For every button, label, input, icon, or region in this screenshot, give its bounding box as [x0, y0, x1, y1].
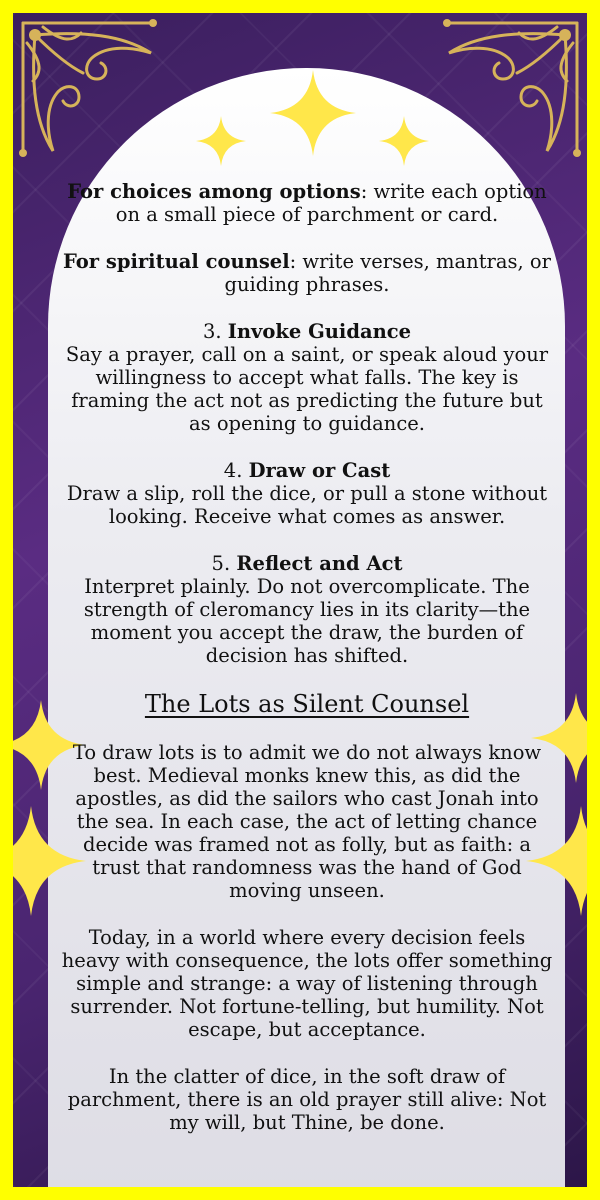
step-5-title	[61, 552, 553, 575]
step-number: 4.	[223, 459, 243, 482]
paragraph: To draw lots is to admit we do not always know best. Medieval monks knew this, as did the apostles, as did the sailors who cast Jonah into the sea. In each case, the act of letting chance decide was framed not as folly, but as faith: a trust that randomness was the hand of God moving unseen.	[72, 741, 542, 902]
step-number: 5.	[211, 552, 231, 575]
step-title: Invoke Guidance	[227, 320, 412, 343]
step-3-title	[61, 320, 553, 343]
step-number: 3.	[202, 320, 222, 343]
paragraph: In the clatter of dice, in the soft draw of parchment, there is an old prayer still alive: Not my will, but Thine, be done.	[67, 1065, 547, 1134]
step-4-title	[61, 459, 553, 482]
options-item-label: For choices among options	[67, 180, 361, 203]
step-3-body: Say a prayer, call on a saint, or speak aloud your willingness to accept what falls. The key is framing the act not as predicting the future but as opening to guidance.	[65, 343, 549, 435]
sparkle-star-icon	[270, 70, 356, 156]
paragraph: Today, in a world where every decision feels heavy with consequence, the lots offer something simple and strange: a way of listening through surrender. Not fortune-telling, but humility. Not escape, but acceptance.	[61, 926, 553, 1041]
sparkle-star-icon	[196, 116, 246, 166]
counsel-item	[61, 250, 553, 296]
options-item	[61, 180, 553, 226]
section-heading: The Lots as Silent Counsel	[144, 690, 470, 718]
counsel-item-label: For spiritual counsel	[63, 250, 290, 273]
step-4-body: Draw a slip, roll the dice, or pull a stone without looking. Receive what comes as answer.	[66, 482, 548, 528]
article-body	[61, 180, 553, 1134]
step-5-body: Interpret plainly. Do not overcomplicate. The strength of cleromancy lies in its clarity—the moment you accept the draw, the burden of decision has shifted.	[83, 575, 531, 667]
step-title: Reflect and Act	[236, 552, 403, 575]
options-item-text: : write each option on a small piece of parchment or card.	[115, 180, 547, 226]
step-title: Draw or Cast	[248, 459, 391, 482]
counsel-item-text: : write verses, mantras, or guiding phrases.	[224, 250, 551, 296]
sparkle-star-icon	[379, 116, 429, 166]
